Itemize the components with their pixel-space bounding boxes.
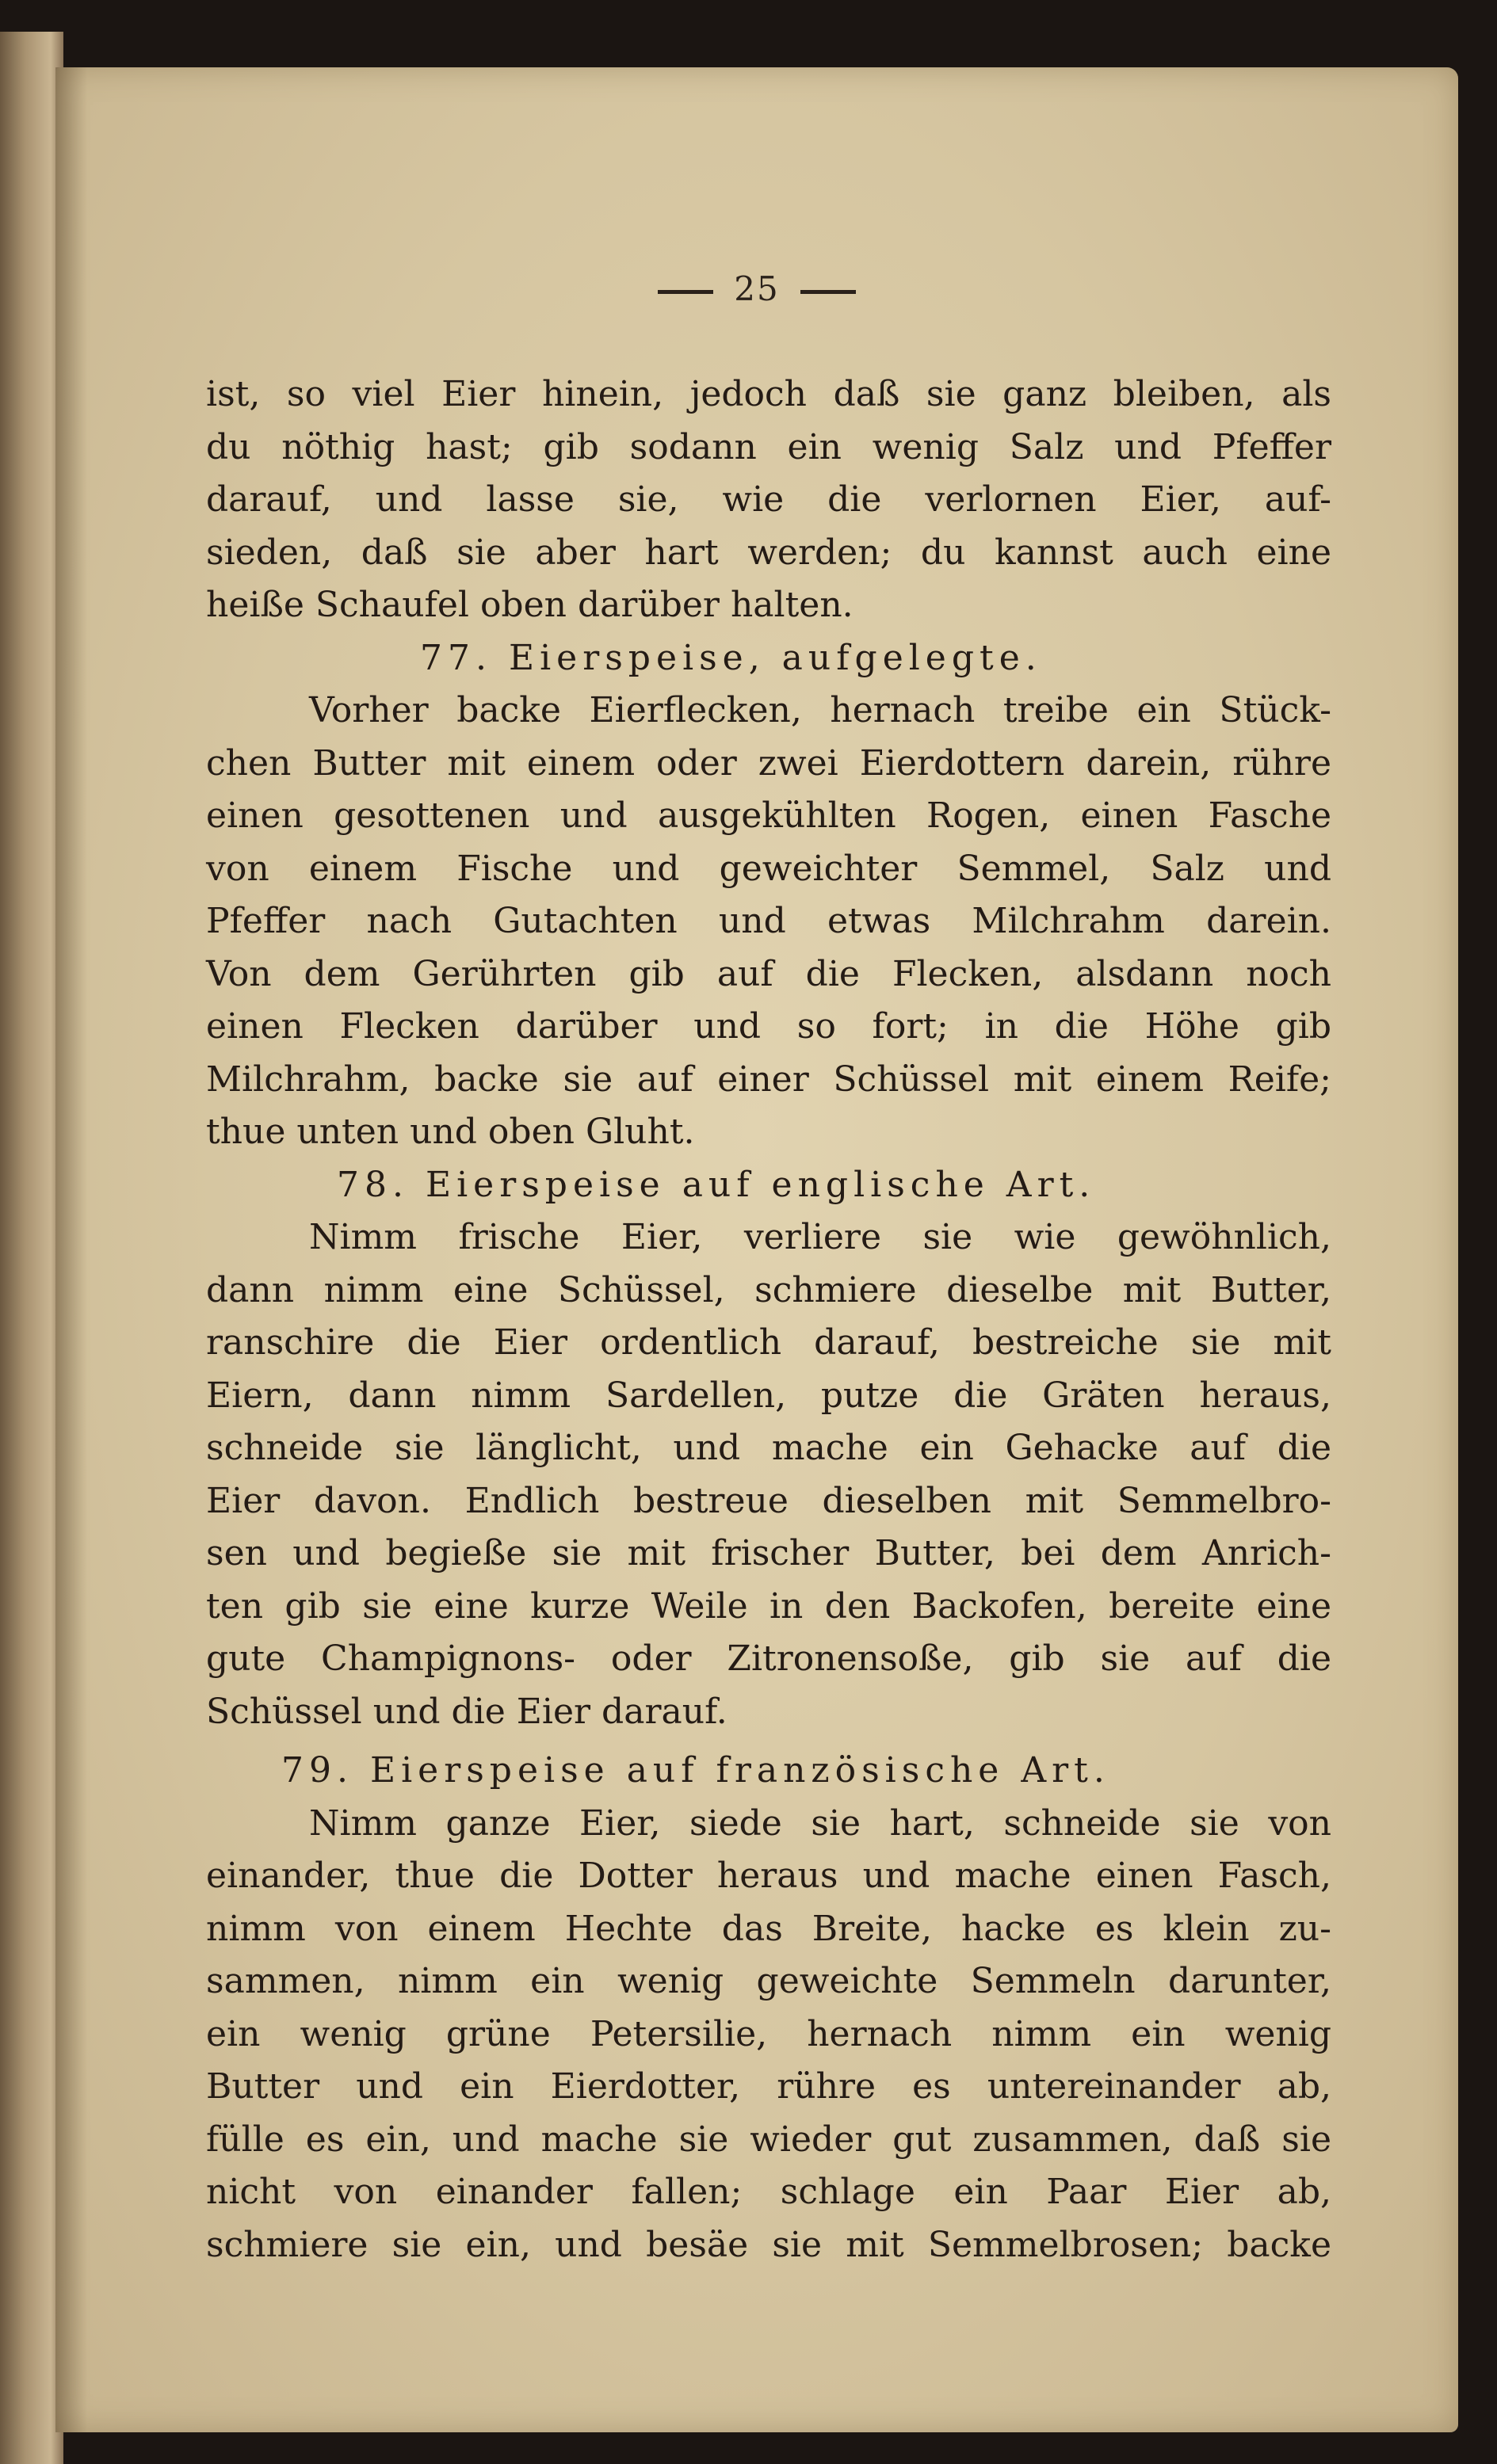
intro-paragraph — [206, 368, 1331, 632]
text-line: schmiere sie ein, und besäe sie mit Semmelbrosen; backe — [206, 2224, 1331, 2265]
header-dash-right — [800, 290, 856, 294]
text-line: einander, thue die Dotter heraus und mache einen Fasch, — [206, 1856, 1331, 1896]
text-line: Nimm frische Eier, verliere sie wie gewöhnlich, — [309, 1217, 1331, 1257]
text-line: sen und begieße sie mit frischer Butter, bei dem Anrich- — [206, 1533, 1331, 1573]
text-line: nicht von einander fallen; schlage ein Paar Eier ab, — [206, 2172, 1331, 2212]
recipe-heading: 79. Eierspeise auf französische Art. — [281, 1750, 1110, 1791]
book-page — [55, 67, 1458, 2432]
text-line: sammen, nimm ein wenig geweichte Semmeln darunter, — [206, 1961, 1331, 2001]
text-line: Butter und ein Eierdotter, rühre es untereinander ab, — [206, 2066, 1331, 2107]
text-line: Von dem Gerührten gib auf die Flecken, alsdann noch — [206, 953, 1331, 994]
recipe-77 — [206, 632, 1331, 1159]
text-line: Vorher backe Eierflecken, hernach treibe ein Stück- — [309, 690, 1331, 730]
page-header — [55, 269, 1458, 308]
recipe-78 — [206, 1159, 1331, 1739]
text-line: thue unten und oben Gluht. — [206, 1112, 695, 1152]
page-number: 25 — [734, 269, 780, 308]
text-line: ranschire die Eier ordentlich darauf, bestreiche sie mit — [206, 1322, 1331, 1363]
text-line: schneide sie länglicht, und mache ein Gehacke auf die — [206, 1428, 1331, 1468]
text-line: Nimm ganze Eier, siede sie hart, schneide sie von — [309, 1802, 1331, 1844]
previous-page-edge — [0, 32, 63, 2464]
text-line: ten gib sie eine kurze Weile in den Backofen, bereite eine — [206, 1585, 1331, 1627]
text-line: Milchrahm, backe sie auf einer Schüssel mit einem Reife; — [206, 1058, 1331, 1100]
text-line: Eiern, dann nimm Sardellen, putze die Gräten heraus, — [206, 1375, 1331, 1416]
text-line: ist, so viel Eier hinein, jedoch daß sie ganz bleiben, als — [206, 374, 1331, 414]
recipe-heading: 77. Eierspeise, aufgelegte. — [420, 637, 1042, 678]
page-gutter-shadow — [55, 67, 87, 2432]
recipe-heading: 78. Eierspeise auf englische Art. — [337, 1164, 1096, 1205]
text-line: einen gesottenen und ausgekühlten Rogen, einen Fasche — [206, 795, 1331, 836]
text-line: sieden, daß sie aber hart werden; du kannst auch eine — [206, 532, 1331, 573]
text-line: dann nimm eine Schüssel, schmiere dieselbe mit Butter, — [206, 1269, 1331, 1310]
text-line: nimm von einem Hechte das Breite, hacke es klein zu- — [206, 1908, 1331, 1949]
text-line: Schüssel und die Eier darauf. — [206, 1691, 727, 1732]
text-line: von einem Fische und geweichter Semmel, Salz und — [206, 848, 1331, 889]
text-line: Eier davon. Endlich bestreue dieselben mit Semmelbro- — [206, 1480, 1331, 1521]
text-line: du nöthig hast; gib sodann ein wenig Salz und Pfeffer — [206, 426, 1331, 467]
text-line: fülle es ein, und mache sie wieder gut zusammen, daß sie — [206, 2119, 1331, 2160]
recipe-79 — [206, 1745, 1331, 2271]
header-dash-left — [658, 290, 713, 294]
text-line: chen Butter mit einem oder zwei Eierdottern darein, rühre — [206, 742, 1331, 784]
text-line: heiße Schaufel oben darüber halten. — [206, 585, 854, 625]
text-line: gute Champignons- oder Zitronensoße, gib sie auf die — [206, 1638, 1331, 1679]
text-line: darauf, und lasse sie, wie die verlornen Eier, auf- — [206, 479, 1331, 520]
text-line: ein wenig grüne Petersilie, hernach nimm ein wenig — [206, 2013, 1331, 2054]
body-text — [206, 368, 1331, 2271]
text-line: Pfeffer nach Gutachten und etwas Milchrahm darein. — [206, 901, 1331, 941]
text-line: einen Flecken darüber und so fort; in die Höhe gib — [206, 1006, 1331, 1047]
